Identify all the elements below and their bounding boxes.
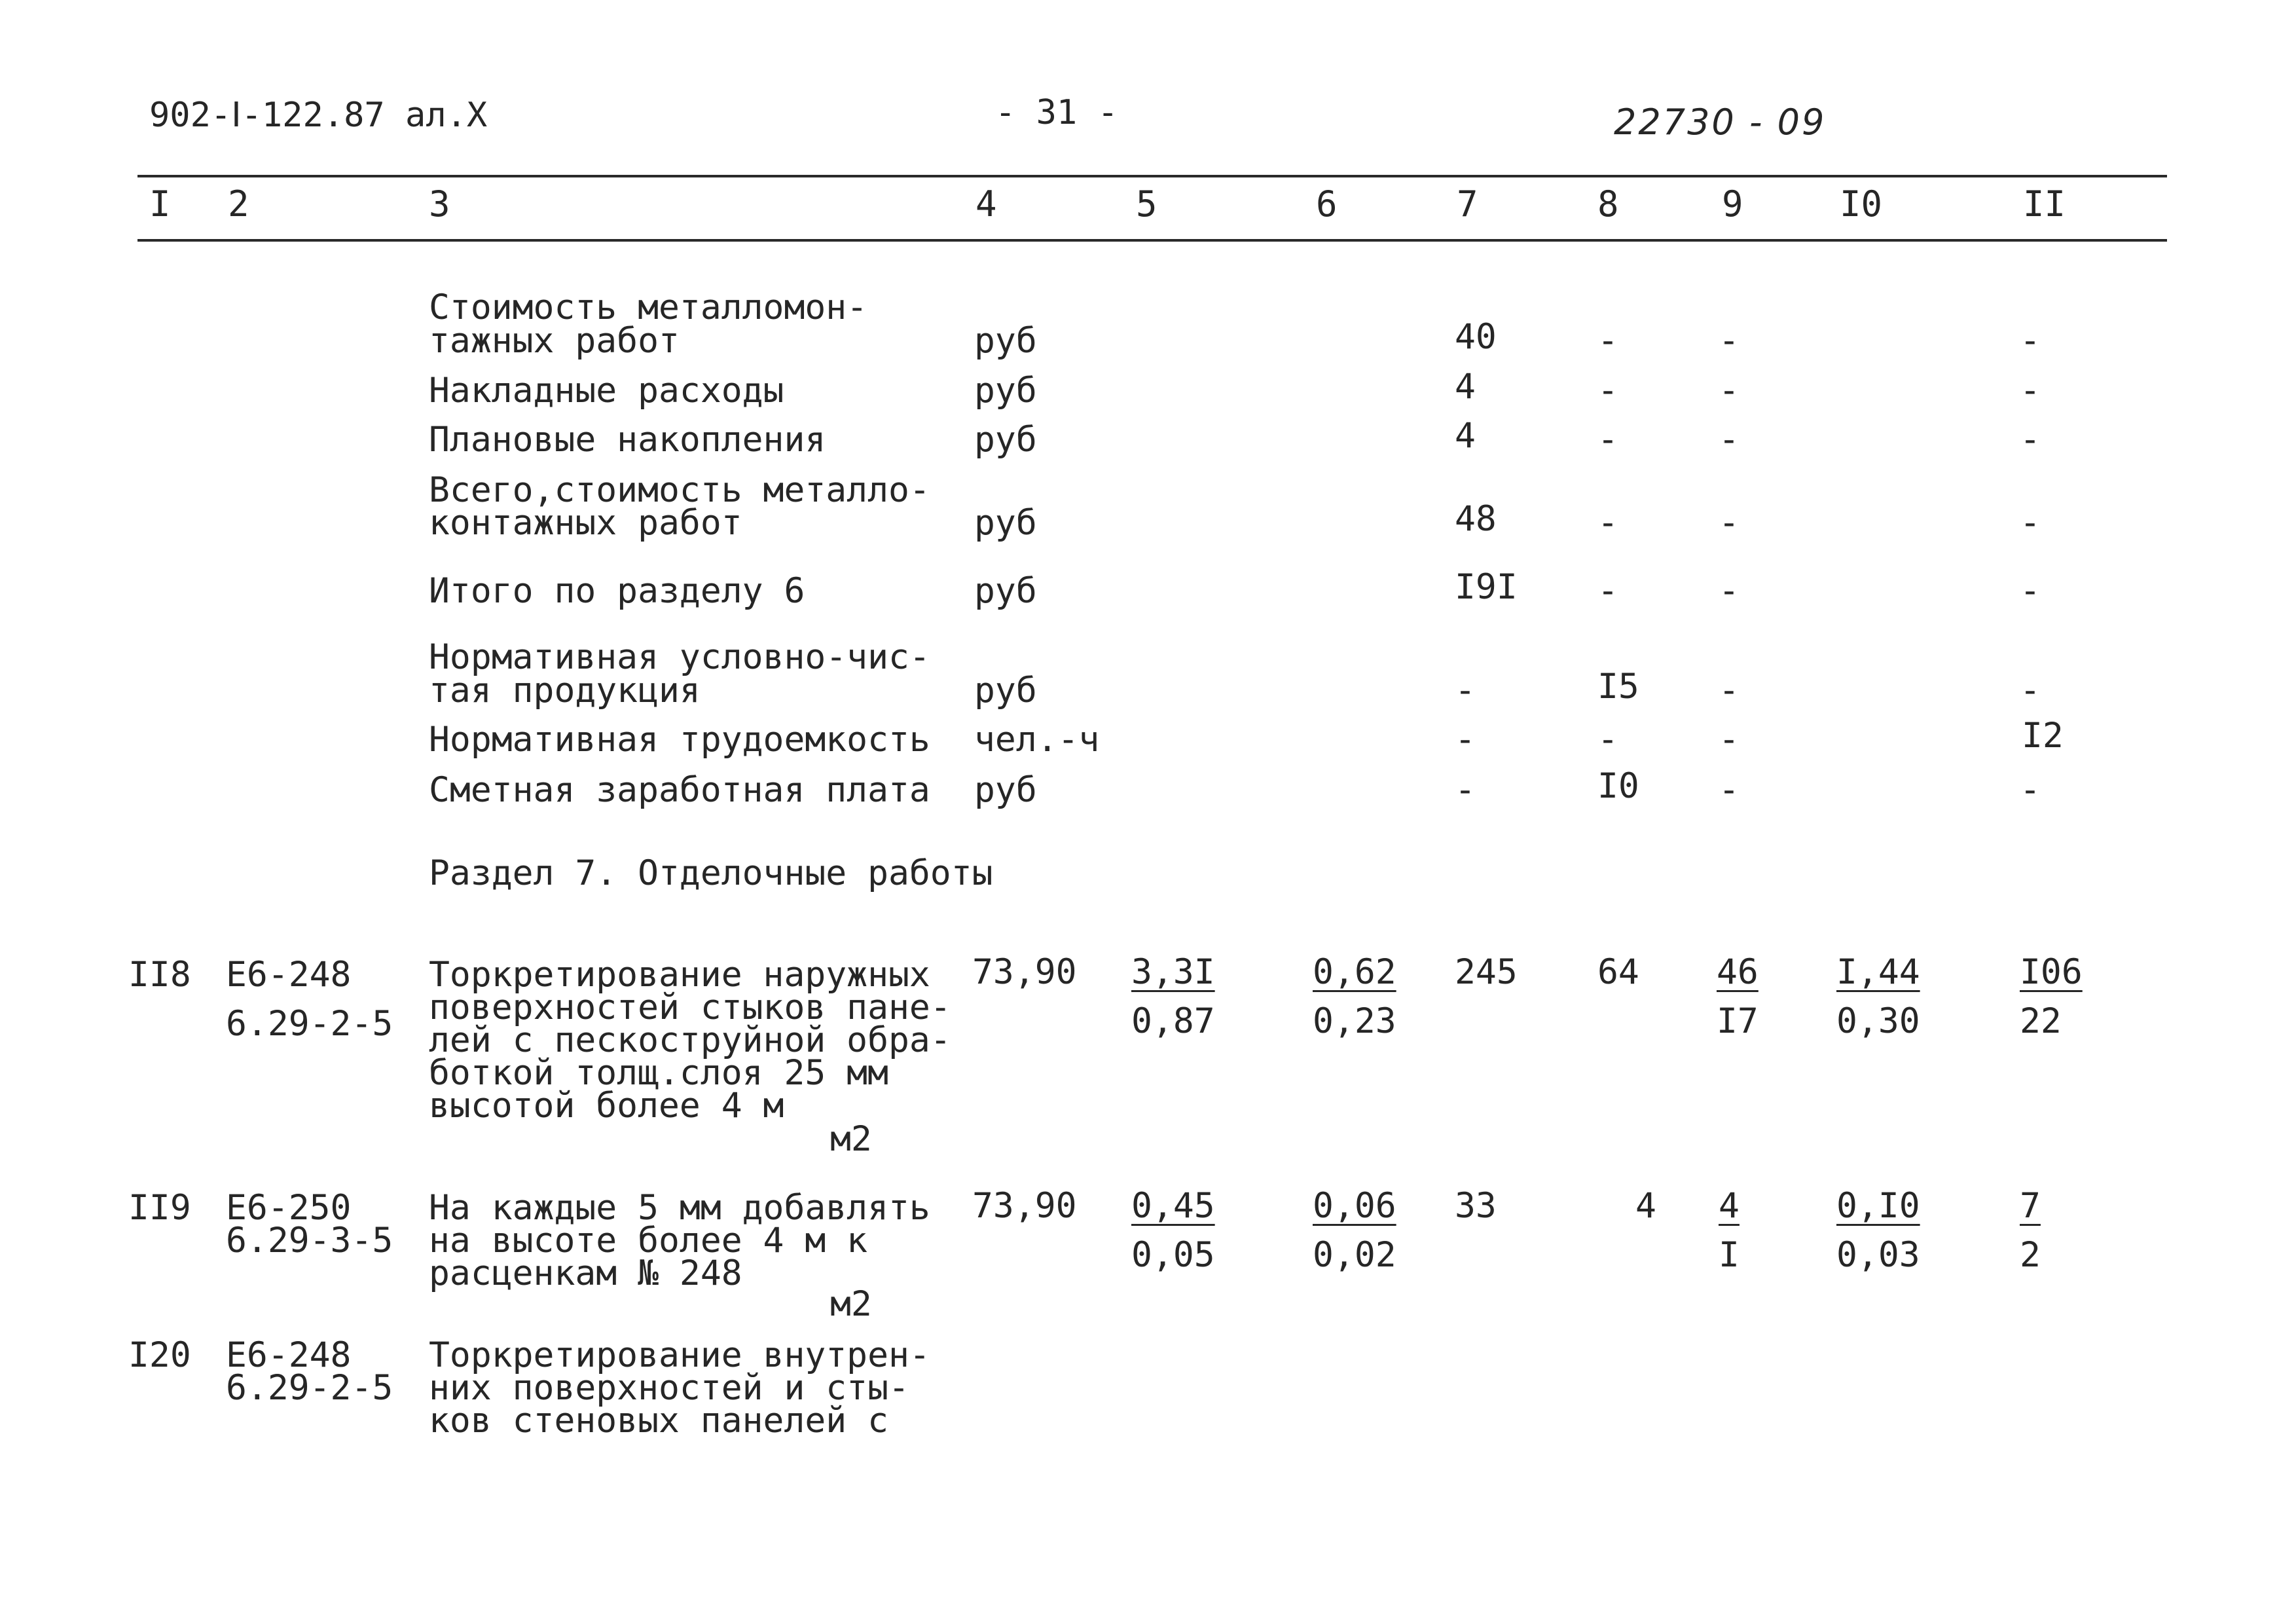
item-col5-top: 3,3I [1131,952,1215,992]
item-quantity: 73,90 [972,952,1077,992]
summary-col11: - [2020,321,2041,361]
summary-col9: - [1719,321,1740,361]
summary-col11: - [2020,420,2041,460]
summary-label: контажных работ [429,503,742,543]
column-number: 8 [1597,183,1619,225]
item-col10-top: I,44 [1836,952,1920,992]
summary-unit: руб [974,321,1037,361]
column-number: I [149,183,171,225]
item-price-ref: 6.29-3-5 [226,1221,393,1261]
summary-col7: 48 [1455,499,1497,539]
item-price-ref: 6.29-2-5 [226,1368,393,1408]
document-code: 902-Ⅰ-122.87 ал.Х [149,96,488,135]
summary-label: Накладные расходы [429,371,784,411]
summary-unit: чел.-ч [974,720,1100,760]
item-col5-bottom: 0,87 [1131,1001,1215,1041]
item-col11-top: 7 [2020,1186,2041,1226]
summary-col9: - [1719,770,1740,810]
summary-col7: - [1455,671,1476,710]
summary-col9: - [1719,420,1740,460]
summary-label: тажных работ [429,321,680,361]
item-col6-bottom: 0,02 [1313,1235,1396,1275]
header-bottom-rule [137,239,2167,242]
summary-unit: руб [974,371,1037,411]
page-number: - 31 - [995,93,1118,132]
summary-col9: - [1719,503,1740,543]
summary-col7: I9I [1455,567,1518,607]
item-desc-line: лей с пескоструйной обра- [429,1020,951,1060]
summary-label: Итого по разделу 6 [429,571,805,611]
item-desc-line: Торкретирование наружных [429,955,930,995]
summary-col11: I2 [2022,716,2064,756]
drawing-code: 22730 - 09 [1614,101,1827,143]
item-desc-line: на высоте более 4 м к [429,1221,868,1261]
summary-col9: - [1719,571,1740,611]
summary-col11: - [2020,371,2041,411]
summary-unit: руб [974,571,1037,611]
item-col11-bottom: 2 [2020,1235,2041,1275]
summary-col7: 4 [1455,367,1476,407]
item-col7: 33 [1455,1186,1497,1226]
item-desc-line: них поверхностей и сты- [429,1368,909,1408]
summary-col7: - [1455,720,1476,760]
item-desc-line: На каждые 5 мм добавлять [429,1188,930,1228]
item-col11-bottom: 22 [2020,1001,2062,1041]
item-col6-top: 0,06 [1313,1186,1396,1226]
item-col7: 245 [1455,952,1518,992]
item-code: Е6-248 [226,955,352,995]
item-desc-line: высотой более 4 м [429,1086,784,1126]
item-number: II9 [128,1188,191,1228]
item-col9-top: 4 [1719,1186,1740,1226]
item-col8: 64 [1597,952,1639,992]
item-code: Е6-248 [226,1335,352,1375]
summary-col8: - [1597,503,1618,543]
column-number: 4 [975,183,997,225]
column-number: 6 [1316,183,1338,225]
item-desc-line: расценкам № 248 [429,1253,742,1293]
summary-col9: - [1719,371,1740,411]
summary-col11: - [2020,571,2041,611]
column-number: 3 [429,183,450,225]
summary-col9: - [1719,671,1740,710]
summary-unit: руб [974,503,1037,543]
summary-label: Нормативная условно-чис- [429,637,930,677]
summary-label: Сметная заработная плата [429,770,930,810]
column-number: 7 [1457,183,1478,225]
summary-col11: - [2020,503,2041,543]
summary-col8: - [1597,371,1618,411]
column-number: 5 [1136,183,1157,225]
summary-col7: 4 [1455,416,1476,456]
item-col9-bottom: I [1719,1235,1740,1275]
item-col5-bottom: 0,05 [1131,1235,1215,1275]
item-col11-top: I06 [2020,952,2083,992]
column-number: 9 [1722,183,1743,225]
item-col6-top: 0,62 [1313,952,1396,992]
summary-unit: руб [974,671,1037,710]
item-col9-bottom: I7 [1717,1001,1758,1041]
summary-col8: - [1597,720,1618,760]
item-col5-top: 0,45 [1131,1186,1215,1226]
summary-col8: - [1597,571,1618,611]
item-quantity: 73,90 [972,1186,1077,1226]
summary-col8: I5 [1597,667,1639,707]
item-unit: м2 [830,1284,872,1324]
header-top-rule [137,175,2167,177]
summary-col8: I0 [1597,766,1639,806]
item-price-ref: 6.29-2-5 [226,1004,393,1044]
column-number: I0 [1840,183,1883,225]
summary-label: Стоимость металломон- [429,287,868,327]
item-desc-line: поверхностей стыков пане- [429,987,951,1027]
item-code: Е6-250 [226,1188,352,1228]
summary-col7: - [1455,770,1476,810]
summary-col8: - [1597,420,1618,460]
summary-col11: - [2020,671,2041,710]
summary-col8: - [1597,321,1618,361]
item-col10-bottom: 0,30 [1836,1001,1920,1041]
item-number: II8 [128,955,191,995]
summary-col9: - [1719,720,1740,760]
summary-col7: 40 [1455,317,1497,357]
item-col10-bottom: 0,03 [1836,1235,1920,1275]
summary-label: Всего,стоимость металло- [429,470,930,510]
item-col10-top: 0,I0 [1836,1186,1920,1226]
item-desc-line: боткой толщ.слоя 25 мм [429,1053,888,1093]
summary-label: тая продукция [429,671,701,710]
column-number: 2 [228,183,249,225]
item-col9-top: 46 [1717,952,1758,992]
summary-unit: руб [974,770,1037,810]
summary-col11: - [2020,770,2041,810]
summary-label: Плановые накопления [429,420,826,460]
item-unit: м2 [830,1119,872,1159]
column-number: II [2023,183,2066,225]
section-title: Раздел 7. Отделочные работы [429,853,993,893]
item-desc-line: ков стеновых панелей с [429,1401,888,1441]
summary-label: Нормативная трудоемкость [429,720,930,760]
item-col6-bottom: 0,23 [1313,1001,1396,1041]
item-desc-line: Торкретирование внутрен- [429,1335,930,1375]
item-col8: 4 [1635,1186,1656,1226]
summary-unit: руб [974,420,1037,460]
item-number: I20 [128,1335,191,1375]
